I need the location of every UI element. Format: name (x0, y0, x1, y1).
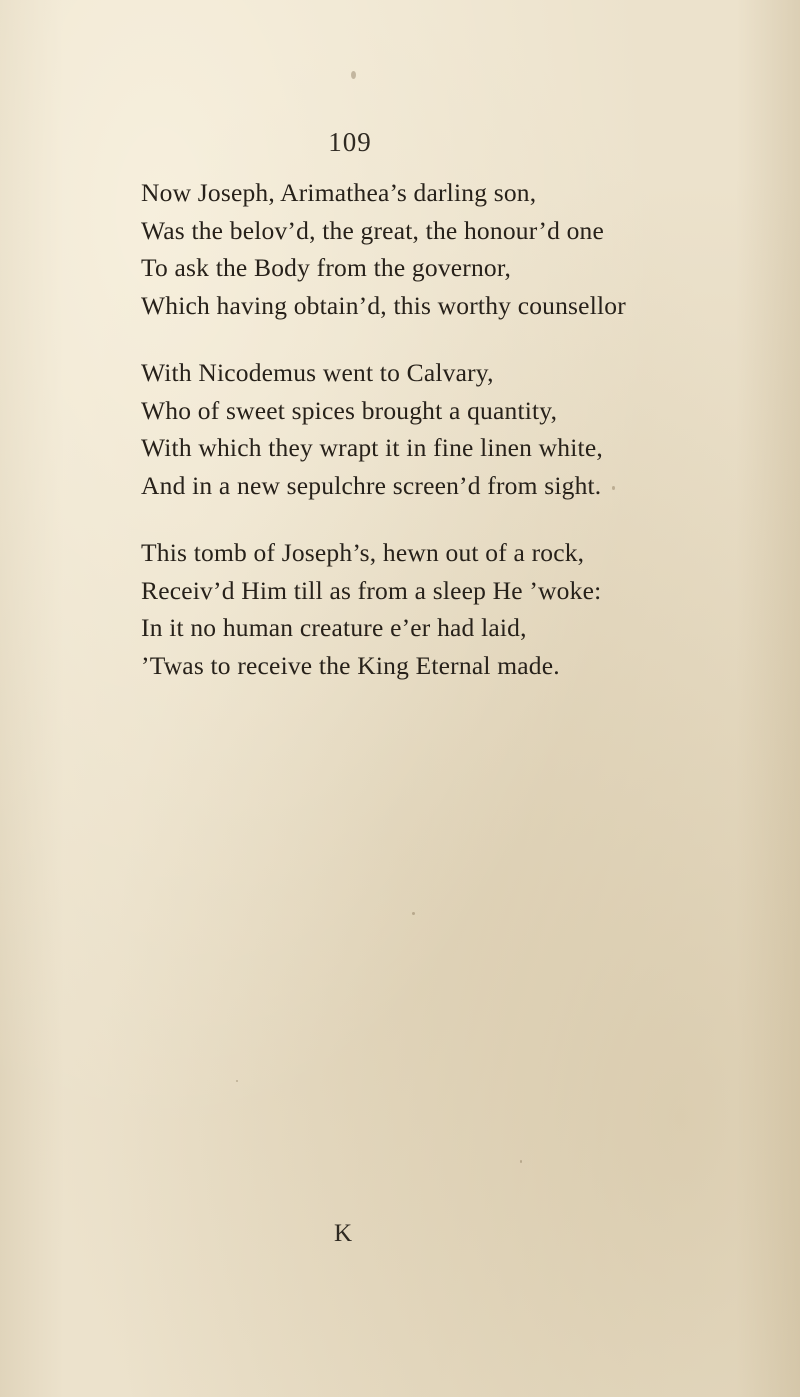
paper-speck (612, 486, 615, 490)
poem-line: Now Joseph, Arimathea’s darling son, (141, 178, 537, 207)
paper-speck (236, 1080, 238, 1082)
paper-speck (351, 71, 356, 79)
stanza-2 (141, 354, 761, 504)
paper-speck (520, 1160, 522, 1163)
stanza-3 (141, 534, 761, 684)
poem-line: Receiv’d Him till as from a sleep He ’woke: (141, 575, 602, 605)
poem-line: And in a new sepulchre screen’d from sight. (141, 470, 602, 500)
poem-line: With Nicodemus went to Calvary, (141, 358, 494, 387)
poem-line: Was the belov’d, the great, the honour’d one (141, 215, 605, 245)
stanza-1 (141, 174, 761, 324)
poem-line: ’Twas to receive the King Eternal made. (141, 650, 560, 680)
paper-speck (412, 912, 415, 915)
poem-line: To ask the Body from the governor, (141, 253, 512, 282)
poem-line: Which having obtain’d, this worthy counsellor (141, 290, 626, 320)
poem-line: In it no human creature e’er had laid, (141, 613, 527, 642)
poem-line: This tomb of Joseph’s, hewn out of a rock, (141, 538, 585, 567)
page-number: 109 (328, 127, 372, 157)
poem (141, 174, 761, 714)
poem-line: Who of sweet spices brought a quantity, (141, 395, 558, 425)
signature-mark: K (334, 1220, 353, 1247)
poem-line: With which they wrapt it in fine linen white, (141, 433, 603, 462)
